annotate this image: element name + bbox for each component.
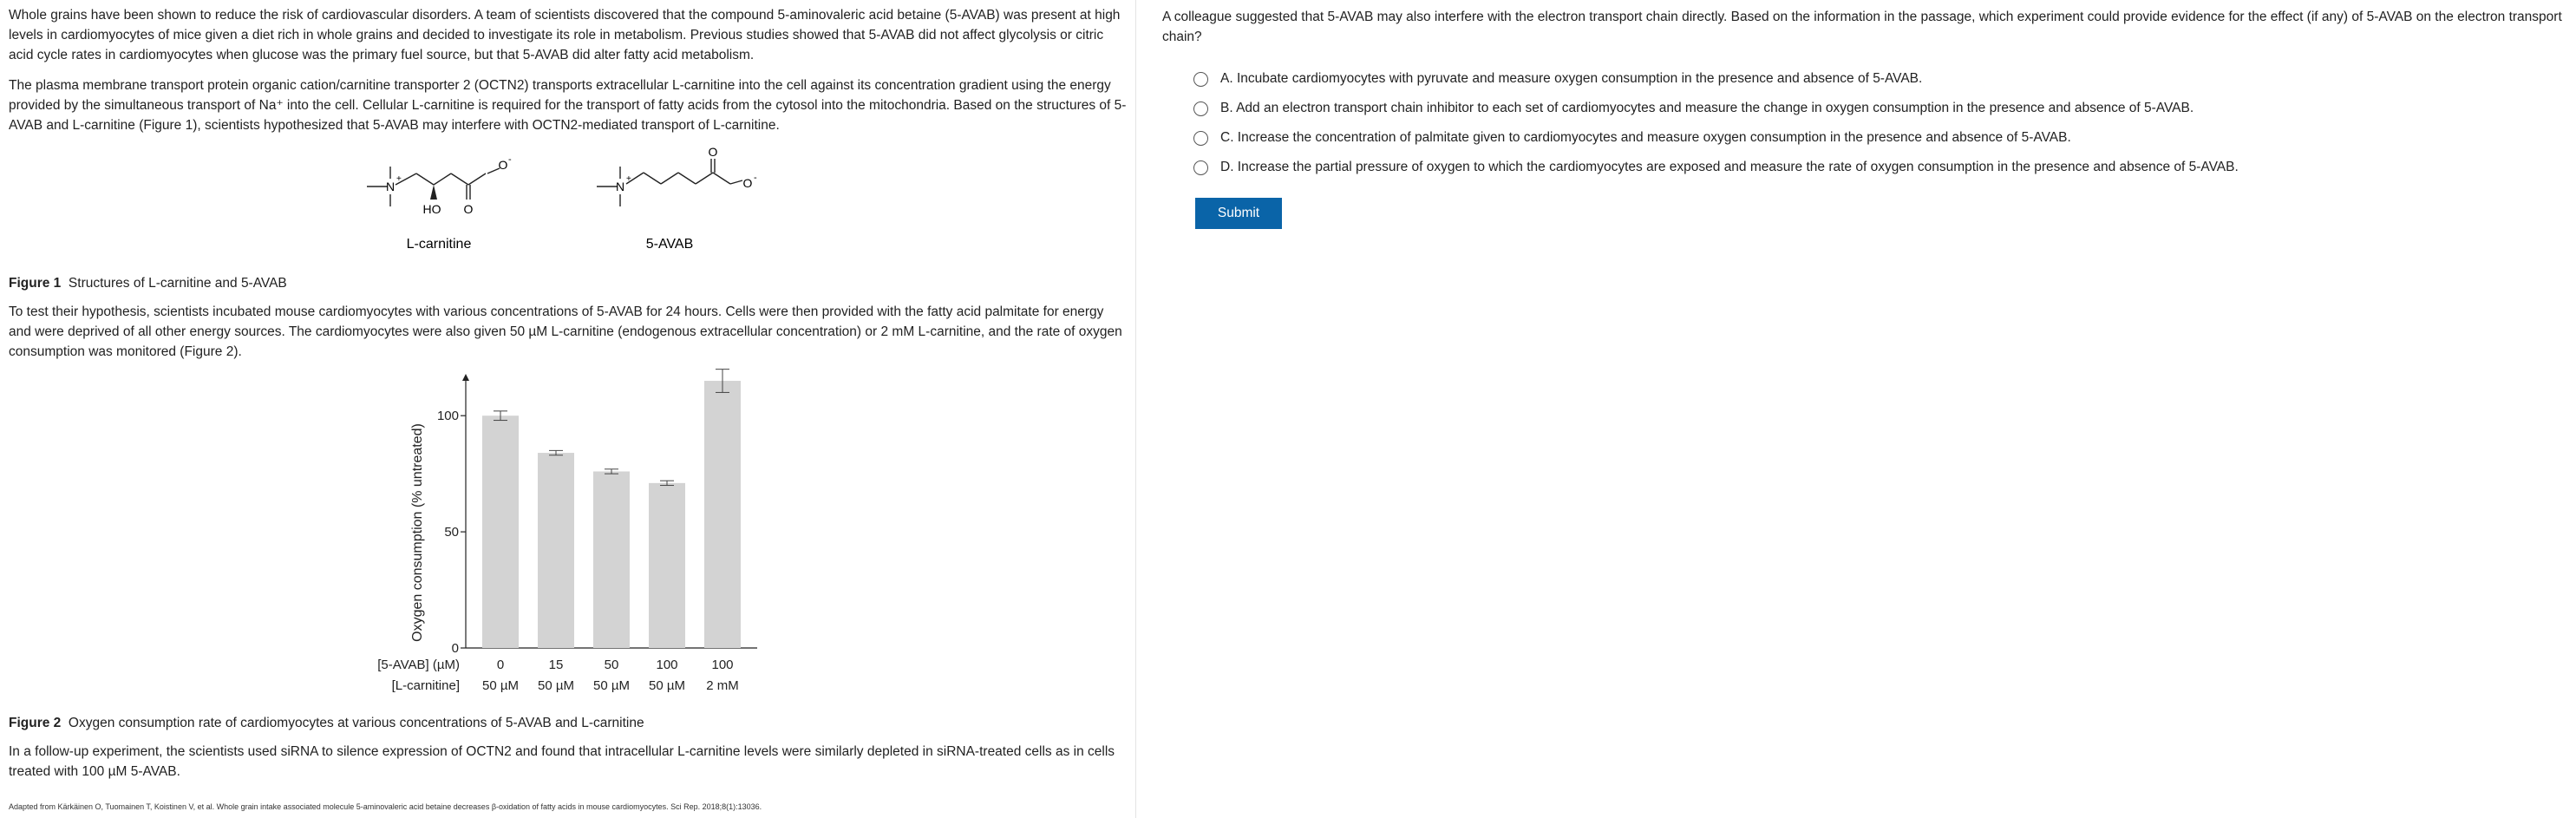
choice-b-label[interactable]: B. Add an electron transport chain inhibitor to each set of cardiomyocytes and measure the change in oxygen consumption in the presence and absence of 5-AVAB. xyxy=(1220,101,2194,115)
avab-n-atom: N xyxy=(615,180,625,193)
avab-name: 5-AVAB xyxy=(645,237,694,252)
x-tick-label-avab: 0 xyxy=(496,658,505,672)
avab-o-charge: - xyxy=(754,173,757,183)
x-tick-label-carnitine: 50 µM xyxy=(593,678,630,693)
figure-2-caption-text: Oxygen consumption rate of cardiomyocytes at various concentrations of 5-AVAB and L-carnitine xyxy=(68,716,644,730)
avab-n-charge: + xyxy=(626,174,631,184)
x-tick-label-carnitine: 50 µM xyxy=(482,678,519,693)
x-tick-label-carnitine: 50 µM xyxy=(649,678,685,693)
y-axis-label: Oxygen consumption (% untreated) xyxy=(410,423,425,642)
bar xyxy=(704,381,741,648)
lcarnitine-name: L-carnitine xyxy=(406,237,472,252)
y-tick-label: 50 xyxy=(444,525,459,540)
oxygen-consumption-bar-chart xyxy=(9,372,1128,716)
passage-paragraph-2: The plasma membrane transport protein organic cation/carnitine transporter 2 (OCTN2) transports extracellular L-carnitine into the cell against its concentration gradient using the energy provided by the simultaneous transport of Na⁺ into the cell. Cellular L-carnitine is required for the transport of fatty acids from the cytosol into the mitochondria. Based on the structures of 5-AVAB and L-carnitine (Figure 1), scientists hypothesized that 5-AVAB may interfere with OCTN2-mediated transport of L-carnitine. xyxy=(9,78,1127,133)
submit-button[interactable]: Submit xyxy=(1195,198,1282,229)
choice-a-label[interactable]: A. Incubate cardiomyocytes with pyruvate and measure oxygen consumption in the presence and absence of 5-AVAB. xyxy=(1220,71,1923,86)
structures-svg xyxy=(9,146,1128,276)
question-panel xyxy=(1136,0,2576,818)
choice-a-radio[interactable] xyxy=(1193,72,1208,87)
choice-d[interactable] xyxy=(1162,153,2576,182)
figure-1-caption-text: Structures of L-carnitine and 5-AVAB xyxy=(68,276,287,291)
avab-carbonyl-o: O xyxy=(708,145,718,159)
x-tick-label-avab: 15 xyxy=(548,658,564,672)
lcar-carbonyl-o: O xyxy=(463,202,474,216)
x-tick-label-avab: 100 xyxy=(711,658,734,672)
choice-d-label[interactable]: D. Increase the partial pressure of oxygen to which the cardiomyocytes are exposed and measure the rate of oxygen consumption in the presence and absence of 5-AVAB. xyxy=(1220,160,2239,174)
x-tick-label-avab: 50 xyxy=(604,658,619,672)
y-axis-arrow xyxy=(462,374,469,381)
x-tick-label-carnitine: 2 mM xyxy=(706,678,739,693)
passage-paragraph-3: To test their hypothesis, scientists incubated mouse cardiomyocytes with various concentrations of 5-AVAB for 24 hours. Cells were then provided with the fatty acid palmitate for energy and were deprived of all other energy sources. The cardiomyocytes were also given 50 µM L-carnitine (endogenous extracellular concentration) or 2 mM L-carnitine, and the rate of oxygen consumption was monitored (Figure 2). xyxy=(9,304,1122,359)
lcar-o-charge: - xyxy=(508,154,512,165)
y-tick-label: 100 xyxy=(436,409,459,424)
answer-choices xyxy=(1162,64,2576,182)
x-tick-label-avab: 100 xyxy=(656,658,678,672)
lcar-ho-group: HO xyxy=(422,202,441,216)
choice-c-label[interactable]: C. Increase the concentration of palmitate given to cardiomyocytes and measure oxygen consumption in the presence and absence of 5-AVAB. xyxy=(1220,130,2071,145)
lcar-n-charge: + xyxy=(396,174,402,184)
bar xyxy=(593,471,630,648)
figure-1-label: Figure 1 xyxy=(9,276,62,291)
choice-c[interactable] xyxy=(1162,123,2576,153)
choice-c-radio[interactable] xyxy=(1193,131,1208,146)
bar xyxy=(538,453,574,648)
passage-paragraph-1: Whole grains have been shown to reduce the risk of cardiovascular disorders. A team of scientists discovered that the compound 5-aminovaleric acid betaine (5-AVAB) was present at high levels in cardiomyocytes of mice given a diet rich in whole grains and decided to investigate its role in metabolism. Previous studies showed that 5-AVAB did not affect glycolysis or citric acid cycle rates in cardiomyocytes when glucose was the primary fuel source, but that 5-AVAB did alter fatty acid metabolism. xyxy=(9,8,1121,62)
choice-b-radio[interactable] xyxy=(1193,101,1208,116)
choice-a[interactable] xyxy=(1162,64,2576,94)
bar xyxy=(649,483,685,648)
x-row-label-carnitine: [L-carnitine] xyxy=(391,678,460,693)
y-tick-label: 0 xyxy=(451,641,459,656)
figure-1-structures xyxy=(9,146,1127,276)
x-tick-label-carnitine: 50 µM xyxy=(538,678,574,693)
choice-b[interactable] xyxy=(1162,94,2576,123)
figure-2-chart xyxy=(9,372,1127,716)
avab-o-minus-atom: O xyxy=(742,176,753,190)
x-row-label-avab: [5-AVAB] (µM) xyxy=(377,658,460,672)
citation-footnote: Adapted from Kärkäinen O, Tuomainen T, Koistinen V, et al. Whole grain intake associated molecule 5-aminovaleric acid betaine decreases β-oxidation of fatty acids in mouse cardiomyocytes. Sci Rep. 2018;8(1):13036. xyxy=(9,802,762,811)
choice-d-radio[interactable] xyxy=(1193,160,1208,175)
lcar-o-minus-atom: O xyxy=(498,158,508,172)
wedge-bond xyxy=(430,185,437,200)
passage-panel xyxy=(0,0,1136,818)
passage-paragraph-4: In a follow-up experiment, the scientists used siRNA to silence expression of OCTN2 and found that intracellular L-carnitine levels were similarly depleted in siRNA-treated cells as in cells treated with 100 µM 5-AVAB. xyxy=(9,744,1115,779)
bar xyxy=(482,416,519,648)
figure-1-caption xyxy=(9,276,1127,291)
figure-2-label: Figure 2 xyxy=(9,716,62,730)
question-stem: A colleague suggested that 5-AVAB may also interfere with the electron transport chain directly. Based on the information in the passage, which experiment could provide evidence for the effect (if any) of 5-AVAB on the electron transport chain? xyxy=(1162,10,2562,44)
lcar-n-atom: N xyxy=(385,180,396,193)
figure-2-caption xyxy=(9,716,1127,731)
